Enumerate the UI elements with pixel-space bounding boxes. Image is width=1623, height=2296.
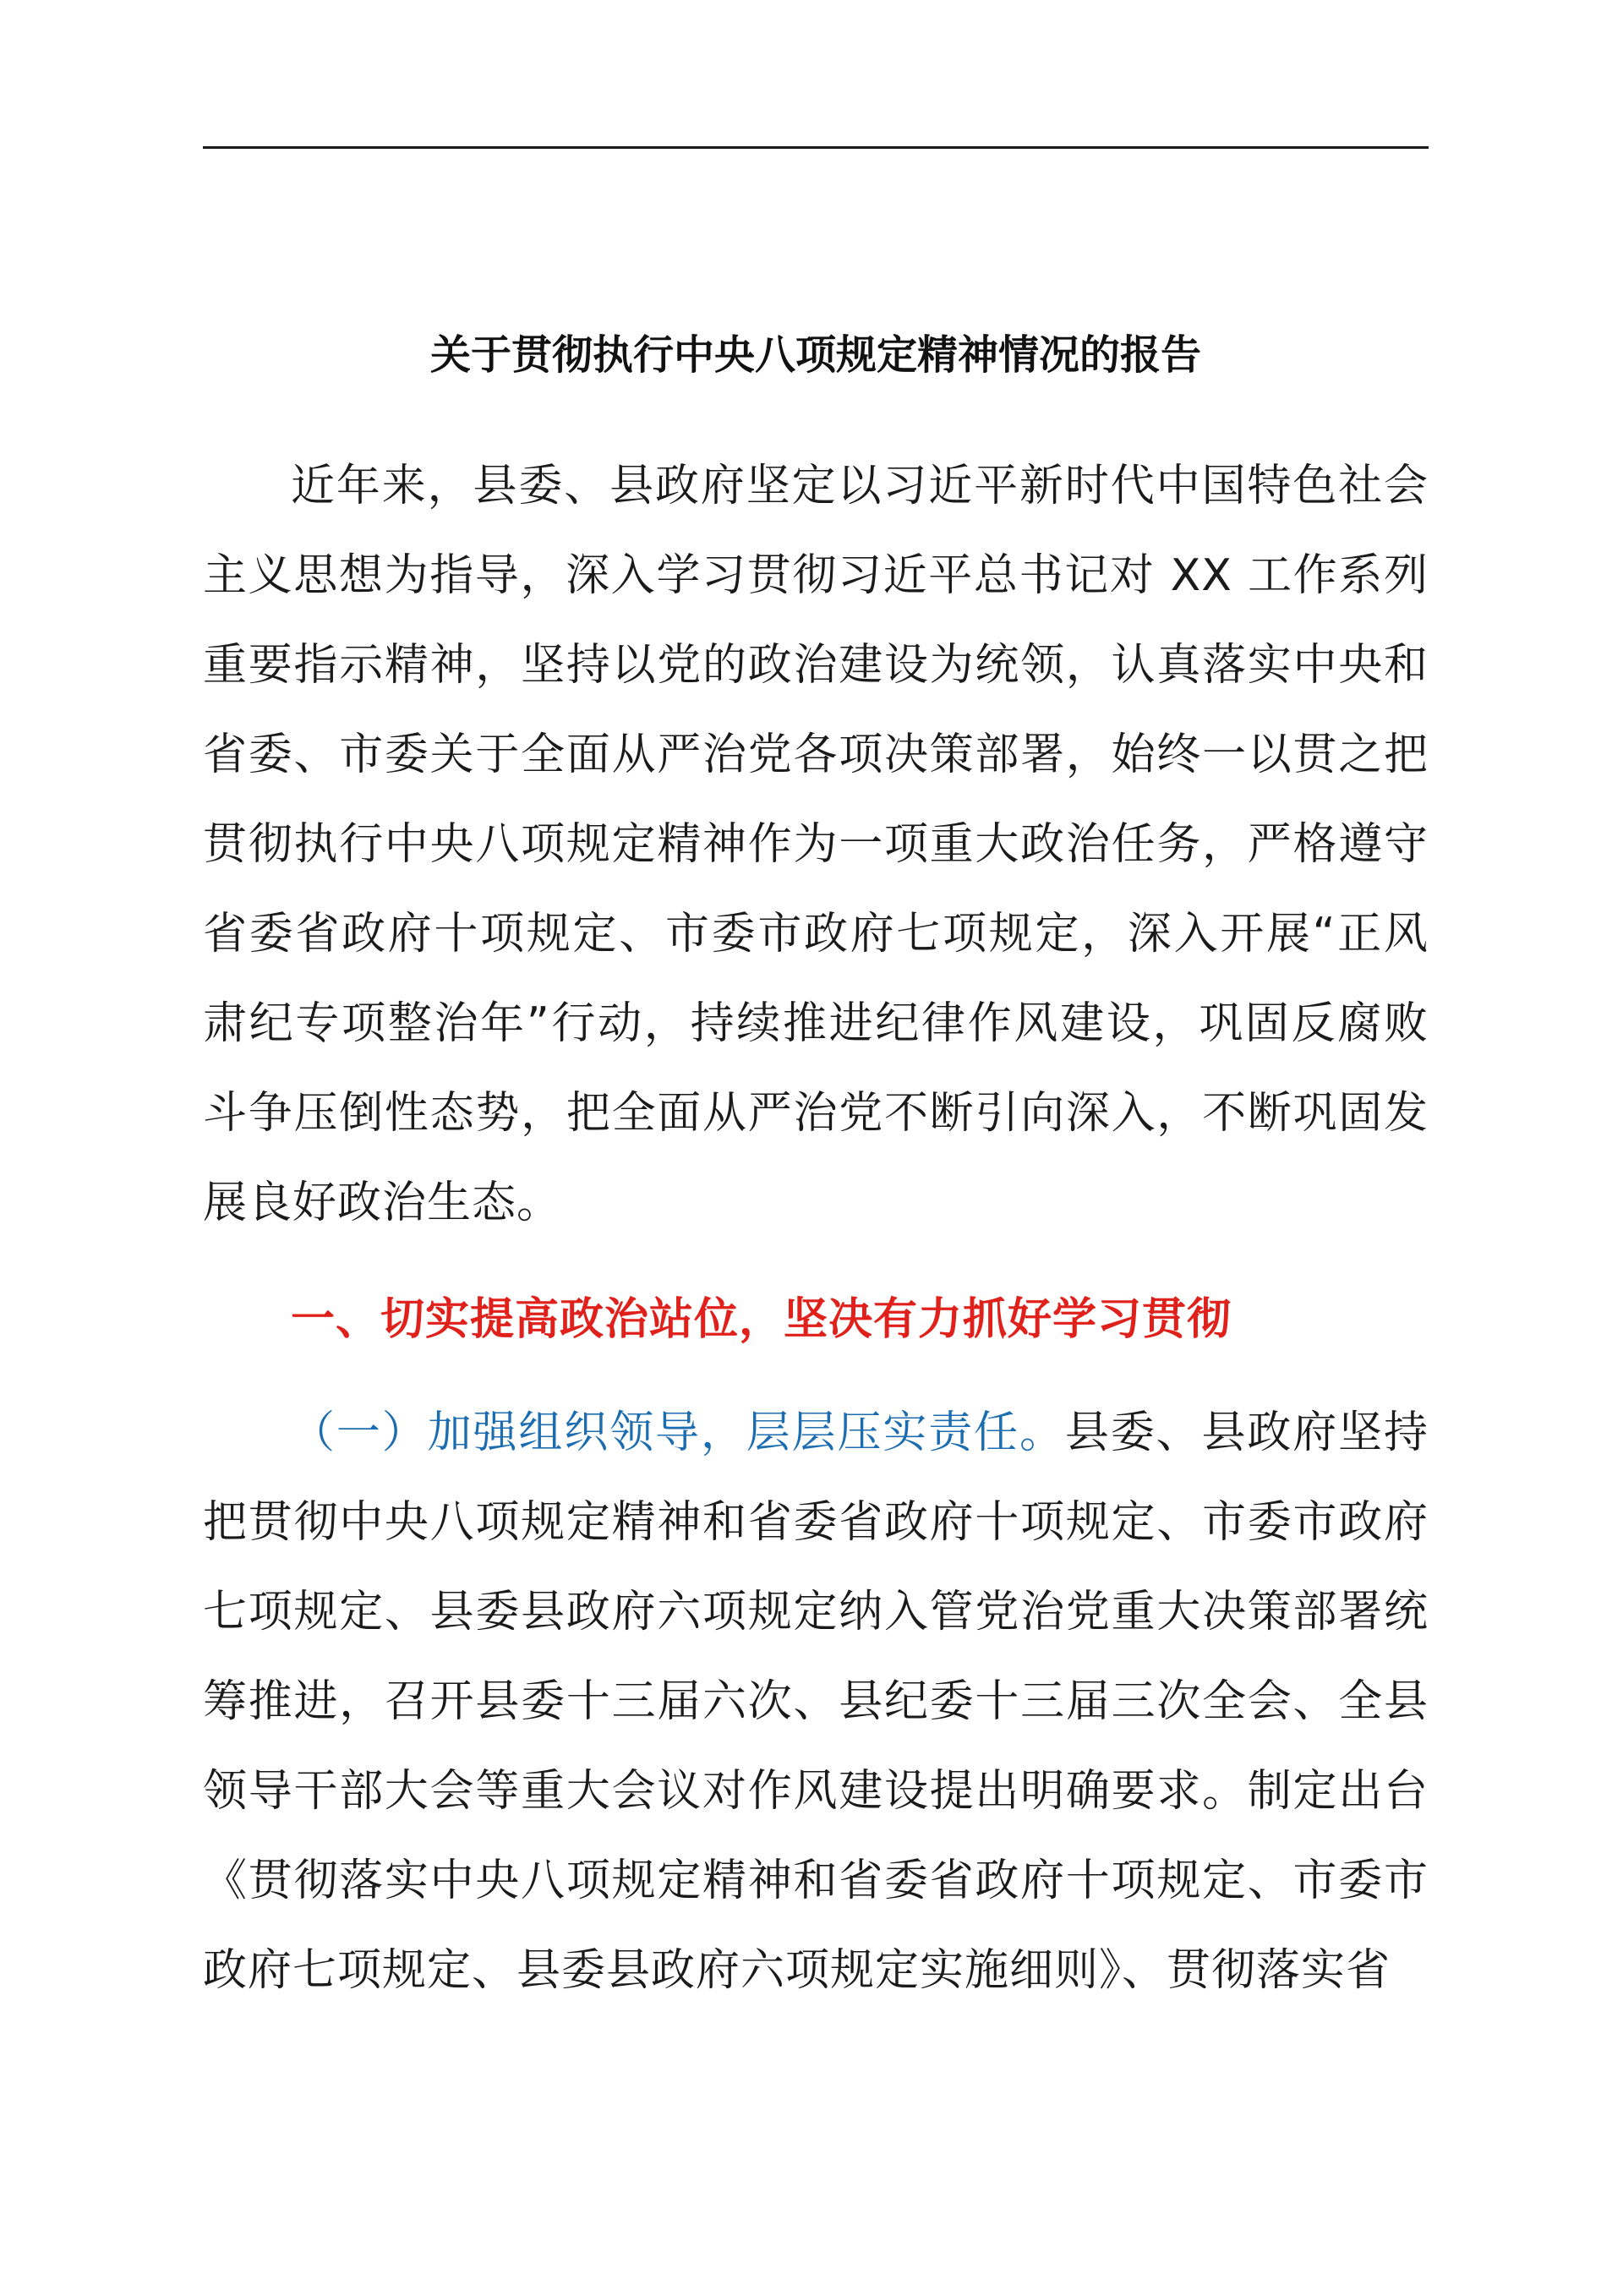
subsection-1-text: 县委、县政府坚持把贯彻中央八项规定精神和省委省政府十项规定、市委市政府七项规定、县委县政府六项规定纳入管党治党重大决策部署统筹推进，召开县委十三届六次、县纪委十三届三次全会、全县领导干部大会等重大会议对作风建设提出明确要求。制定出台《贯彻落实中央八项规定精神和省委省政府十项规定、市委市政府七项规定、县委县政府六项规定实施细则》、贯彻落实省 bbox=[203, 1408, 1429, 1996]
section-1-heading: 一、切实提高政治站位，坚决有力抓好学习贯彻 bbox=[291, 1294, 1232, 1345]
intro-paragraph: 近年来，县委、县政府坚定以习近平新时代中国特色社会主义思想为指导，深入学习贯彻习近平总书记对 XX 工作系列重要指示精神，坚持以党的政治建设为统领，认真落实中央和省委、市委关于全面从严治党各项决策部署，始终一以贯之把贯彻执行中央八项规定精神作为一项重大政治任务，严格遵守省委省政府十项规定、市委市政府七项规定，深入开展“正风肃纪专项整治年”行动，持续推进纪律作风建设，巩固反腐败斗争压倒性态势，把全面从严治党不断引向深入，不断巩固发展良好政治生态。 bbox=[203, 461, 1429, 1228]
subsection-1-paragraph bbox=[203, 1388, 1429, 2015]
header-rule bbox=[203, 146, 1429, 149]
subsection-1-heading: （一）加强组织领导，层层压实责任。 bbox=[291, 1408, 1065, 1458]
document-title: 关于贯彻执行中央八项规定精神情况的报告 bbox=[429, 331, 1201, 379]
